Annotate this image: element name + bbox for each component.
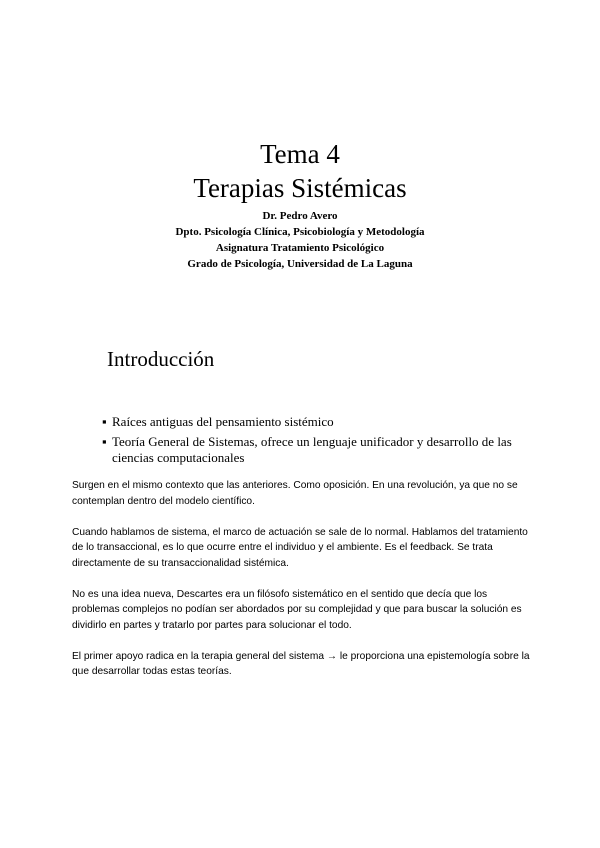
section-heading: Introducción bbox=[107, 347, 215, 371]
bullet-text: Raíces antiguas del pensamiento sistémico bbox=[112, 414, 334, 429]
notes-paragraph: Surgen en el mismo contexto que las anteriores. Como oposición. En una revolución, ya que no se contemplan dentro del modelo científico. bbox=[72, 480, 518, 507]
slide-title-main: Terapias Sistémicas bbox=[193, 173, 407, 203]
notes-paragraph: El primer apoyo radica en la terapia general del sistema → le proporciona una epistemología sobre la que desarrollar todas estas teorías. bbox=[72, 650, 530, 677]
course-name: Asignatura Tratamiento Psicológico bbox=[215, 242, 385, 254]
bullet-icon: ▪ bbox=[102, 434, 107, 449]
bullet-list bbox=[102, 414, 522, 470]
department-name: Dpto. Psicología Clínica, Psicobiología y Metodología bbox=[175, 226, 425, 238]
notes-paragraph: Cuando hablamos de sistema, el marco de actuación se sale de lo normal. Hablamos del tratamiento de lo transaccional, es lo que ocurre entre el individuo y el ambiente. Es el feedback. Se trata directamente de su transaccionalidad sistémica. bbox=[72, 526, 528, 569]
bullet-text: Teoría General de Sistemas, ofrece un lenguaje unificador y desarrollo de las ciencias computacionales bbox=[112, 434, 512, 465]
slide-title-topic: Tema 4 bbox=[260, 139, 340, 169]
bullet-item bbox=[102, 434, 522, 466]
bullet-icon: ▪ bbox=[102, 414, 107, 429]
notes-body bbox=[72, 478, 532, 695]
slide-credits bbox=[0, 208, 600, 272]
degree-name: Grado de Psicología, Universidad de La Laguna bbox=[187, 258, 413, 270]
bullet-item bbox=[102, 414, 522, 430]
author-name: Dr. Pedro Avero bbox=[262, 210, 338, 222]
notes-paragraph: No es una idea nueva, Descartes era un filósofo sistemático en el sentido que decía que los problemas complejos no podían ser abordados por su complejidad y que para buscar la solución es dividirlo en partes y tratarlo por partes para solucionar el todo. bbox=[72, 588, 522, 631]
